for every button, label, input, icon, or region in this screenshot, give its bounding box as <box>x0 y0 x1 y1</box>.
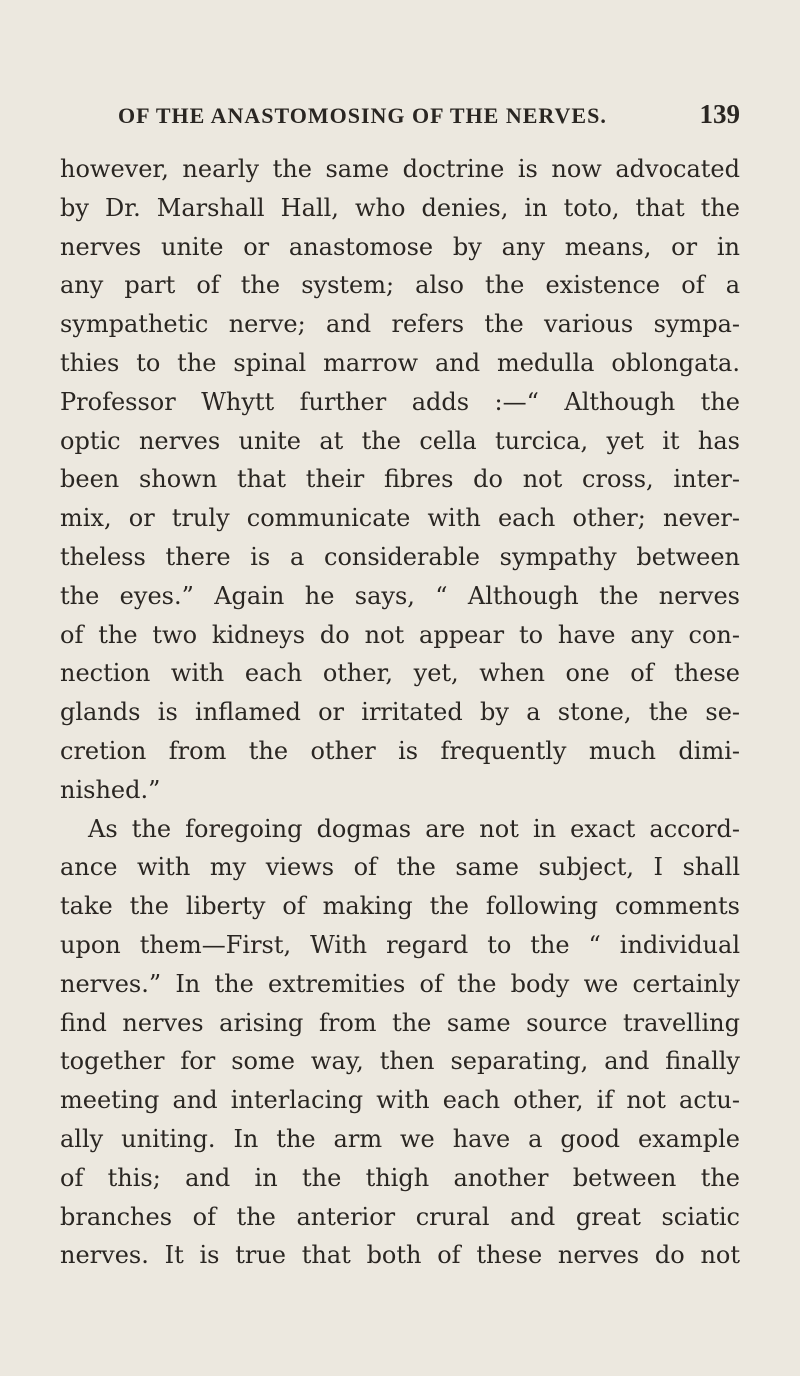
text-line: of the two kidneys do not appear to have any con- <box>60 620 740 649</box>
paragraph-end-line: nished.” <box>60 775 161 804</box>
text-line: glands is inflamed or irritated by a stone, the se- <box>60 698 740 727</box>
paragraph-start-line: As the foregoing dogmas are not in exact accord- <box>88 814 740 843</box>
text-line: nerves.” In the extremities of the body we certainly <box>60 969 740 998</box>
text-line: of this; and in the thigh another between the <box>60 1163 740 1192</box>
text-line: ance with my views of the same subject, I shall <box>60 853 740 882</box>
text-line: thies to the spinal marrow and medulla oblongata. <box>60 348 740 377</box>
text-line: optic nerves unite at the cella turcica, yet it has <box>60 426 740 455</box>
text-line: been shown that their fibres do not cross, inter- <box>60 465 740 494</box>
text-line: branches of the anterior crural and great sciatic <box>60 1202 740 1231</box>
text-line: find nerves arising from the same source travelling <box>60 1008 740 1037</box>
page-header <box>118 99 740 143</box>
text-line: nection with each other, yet, when one of these <box>60 659 740 688</box>
text-line: any part of the system; also the existence of a <box>60 271 740 300</box>
text-line: upon them—First, With regard to the “ individual <box>60 930 740 959</box>
text-line: however, nearly the same doctrine is now advocated <box>60 155 740 183</box>
text-line: theless there is a considerable sympathy between <box>60 542 740 571</box>
text-line: sympathetic nerve; and refers the various sympa- <box>60 310 740 339</box>
running-head: OF THE ANASTOMOSING OF THE NERVES. <box>118 103 607 128</box>
body-text <box>60 150 740 1275</box>
text-line: nerves. It is true that both of these nerves do not <box>60 1241 740 1270</box>
text-line: Professor Whytt further adds :—“ Although the <box>60 387 740 416</box>
text-line: by Dr. Marshall Hall, who denies, in toto, that the <box>60 193 740 222</box>
text-line: take the liberty of making the following comments <box>60 892 740 921</box>
text-line: nerves unite or anastomose by any means, or in <box>60 232 740 261</box>
text-line: cretion from the other is frequently much dimi- <box>60 736 740 765</box>
page-number: 139 <box>699 99 740 129</box>
text-line: the eyes.” Again he says, “ Although the nerves <box>60 581 740 610</box>
text-line: ally uniting. In the arm we have a good example <box>60 1124 740 1153</box>
text-line: together for some way, then separating, and finally <box>60 1047 740 1076</box>
text-line: meeting and interlacing with each other, if not actu- <box>60 1086 740 1115</box>
text-line: mix, or truly communicate with each other; never- <box>60 504 740 533</box>
